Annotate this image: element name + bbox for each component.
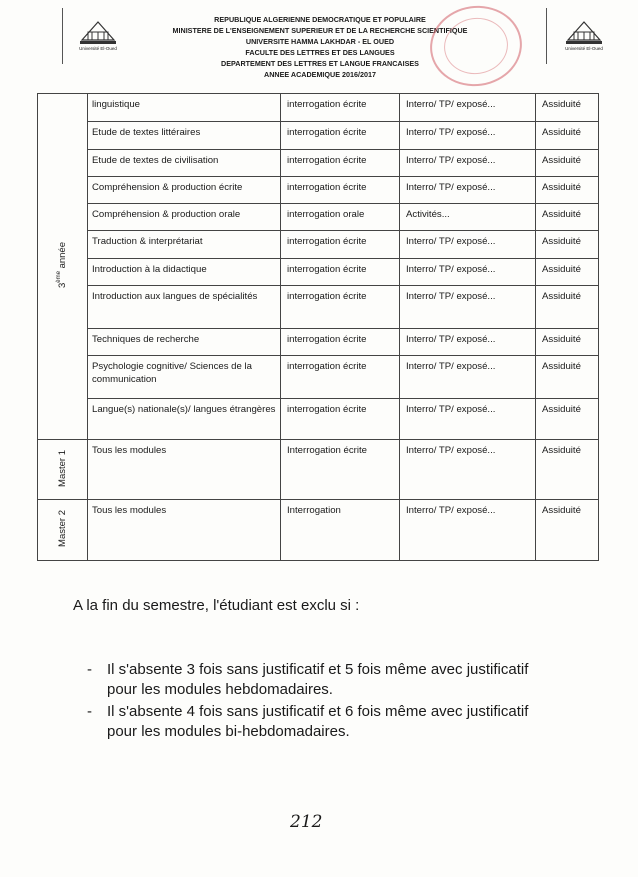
eval-cell: interrogation écrite [281,399,400,440]
attendance-cell: Assiduité [536,122,599,150]
attendance-cell: Assiduité [536,150,599,177]
module-cell: Introduction à la didactique [88,259,281,286]
group-label-3rd-year: 3ème année [38,94,88,440]
table-row [38,94,599,122]
table-row [38,356,599,399]
table-row-master-2 [38,500,599,561]
header-university: UNIVERSITE HAMMA LAKHDAR - EL OUED [245,37,395,46]
header-republic: REPUBLIQUE ALGERIENNE DEMOCRATIQUE ET POPULAIRE [214,15,426,24]
header-department: DEPARTEMENT DES LETTRES ET LANGUE FRANCAISES [221,59,419,68]
university-logo-icon [78,18,118,46]
table-row [38,204,599,231]
logo-caption: Université El-Oued [565,46,603,51]
attendance-cell: Assiduité [536,204,599,231]
page-number: 212 [290,812,323,832]
module-cell: Techniques de recherche [88,329,281,356]
header-divider-right [546,8,547,64]
table-row [38,259,599,286]
eval-cell: interrogation écrite [281,259,400,286]
exclusion-rules-list [87,660,557,744]
group-label-master-2: Master 2 [38,500,88,561]
table-row [38,177,599,204]
table-row [38,122,599,150]
evaluation-table [37,93,599,561]
attendance-cell: Assiduité [536,356,599,399]
table-row [38,329,599,356]
eval-cell: Interrogation [281,500,400,561]
activity-cell: Interro/ TP/ exposé... [400,440,536,500]
exclusion-intro: A la fin du semestre, l'étudiant est exclu si : [73,597,360,614]
eval-cell: Interrogation écrite [281,440,400,500]
header-ministry: MINISTERE DE L'ENSEIGNEMENT SUPERIEUR ET DE LA RECHERCHE SCIENTIFIQUE [172,26,468,35]
header-academic-year: ANNEE ACADEMIQUE 2016/2017 [264,70,376,79]
activity-cell: Interro/ TP/ exposé... [400,356,536,399]
module-cell: Introduction aux langues de spécialités [88,286,281,329]
table-row [38,231,599,259]
activity-cell: Interro/ TP/ exposé... [400,329,536,356]
attendance-cell: Assiduité [536,286,599,329]
attendance-cell: Assiduité [536,399,599,440]
group-label-master-1: Master 1 [38,440,88,500]
table-row-master-1 [38,440,599,500]
attendance-cell: Assiduité [536,329,599,356]
attendance-cell: Assiduité [536,440,599,500]
eval-cell: interrogation écrite [281,356,400,399]
eval-cell: interrogation écrite [281,177,400,204]
module-cell: Etude de textes littéraires [88,122,281,150]
activity-cell: Interro/ TP/ exposé... [400,231,536,259]
header-faculty: FACULTE DES LETTRES ET DES LANGUES [245,48,395,57]
activity-cell: Interro/ TP/ exposé... [400,150,536,177]
attendance-cell: Assiduité [536,259,599,286]
list-item: - Il s'absente 3 fois sans justificatif et 5 fois même avec justificatif pour les modules hebdomadaires. [87,660,557,700]
module-cell: Tous les modules [88,500,281,561]
eval-cell: interrogation orale [281,204,400,231]
module-cell: Langue(s) nationale(s)/ langues étrangères [88,399,281,440]
attendance-cell: Assiduité [536,231,599,259]
table-row [38,286,599,329]
header-divider-left [62,8,63,64]
table-row [38,399,599,440]
module-cell: Tous les modules [88,440,281,500]
eval-cell: interrogation écrite [281,94,400,122]
eval-cell: interrogation écrite [281,329,400,356]
activity-cell: Activités... [400,204,536,231]
activity-cell: Interro/ TP/ exposé... [400,259,536,286]
activity-cell: Interro/ TP/ exposé... [400,122,536,150]
module-cell: Psychologie cognitive/ Sciences de la communication [88,356,281,399]
logo-caption: Université El-Oued [79,46,117,51]
attendance-cell: Assiduité [536,177,599,204]
eval-cell: interrogation écrite [281,122,400,150]
university-logo-right [552,18,616,62]
activity-cell: Interro/ TP/ exposé... [400,399,536,440]
list-item: - Il s'absente 4 fois sans justificatif et 6 fois même avec justificatif pour les modules bi-hebdomadaires. [87,702,557,742]
module-cell: Compréhension & production orale [88,204,281,231]
attendance-cell: Assiduité [536,94,599,122]
eval-cell: interrogation écrite [281,150,400,177]
table-row [38,150,599,177]
activity-cell: Interro/ TP/ exposé... [400,177,536,204]
eval-cell: interrogation écrite [281,286,400,329]
module-cell: Etude de textes de civilisation [88,150,281,177]
module-cell: linguistique [88,94,281,122]
module-cell: Compréhension & production écrite [88,177,281,204]
eval-cell: interrogation écrite [281,231,400,259]
attendance-cell: Assiduité [536,500,599,561]
activity-cell: Interro/ TP/ exposé... [400,94,536,122]
activity-cell: Interro/ TP/ exposé... [400,500,536,561]
activity-cell: Interro/ TP/ exposé... [400,286,536,329]
university-logo-icon [564,18,604,46]
module-cell: Traduction & interprétariat [88,231,281,259]
